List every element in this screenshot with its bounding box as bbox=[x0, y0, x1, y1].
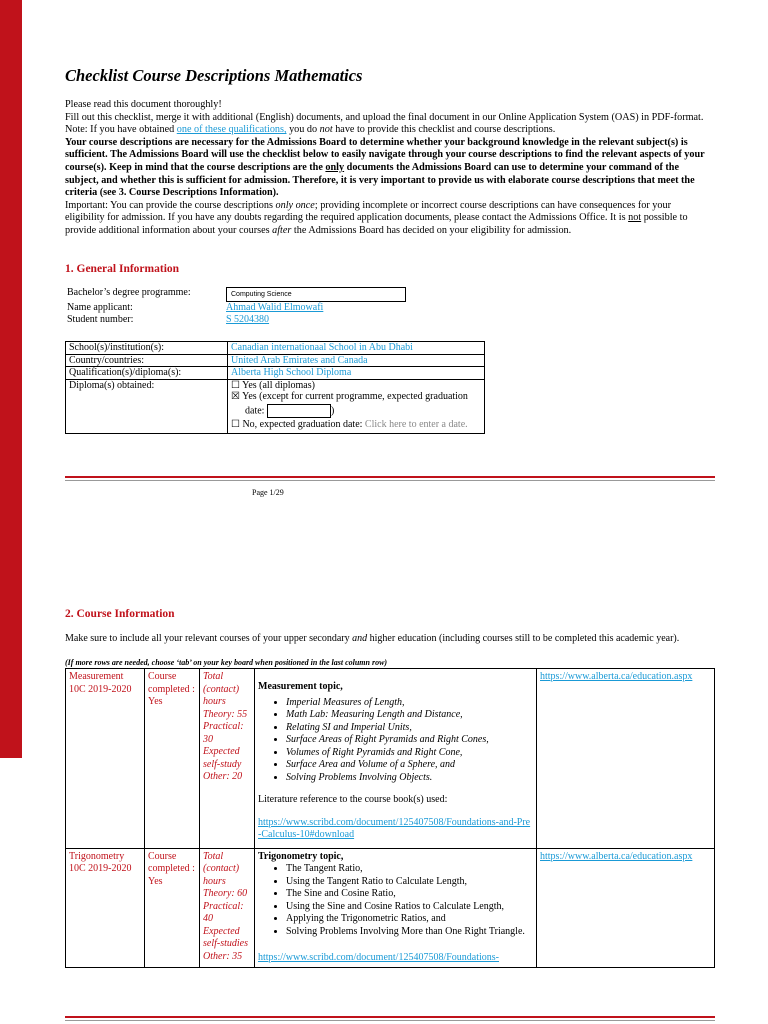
list-item: • Imperial Measures of Length, bbox=[286, 697, 533, 710]
note-text: you do bbox=[286, 124, 320, 136]
imp-once: only once bbox=[275, 199, 315, 211]
school-input[interactable]: Canadian internationaal School in Abu Dhabi bbox=[228, 342, 485, 355]
document-title: Checklist Course Descriptions Mathematics bbox=[65, 66, 363, 85]
table-row bbox=[66, 669, 715, 849]
programme-label: Bachelor’s degree programme: bbox=[67, 287, 191, 298]
school-label: School(s)/institution(s): bbox=[66, 342, 228, 355]
graduation-date-input[interactable] bbox=[267, 404, 331, 418]
student-number-input[interactable]: S 5204380 bbox=[226, 313, 270, 325]
programme-input[interactable]: Computing Science bbox=[226, 287, 406, 302]
course-reference-link[interactable]: https://www.alberta.ca/education.aspx bbox=[537, 848, 715, 967]
school-info-table bbox=[65, 341, 485, 434]
diploma-label: Diploma(s) obtained: bbox=[66, 379, 228, 434]
literature-link[interactable]: https://www.scribd.com/document/125407508/Foundations-and-Pre-Calculus-10#download bbox=[258, 816, 531, 840]
qualification-label: Qualification(s)/diploma(s): bbox=[66, 367, 228, 380]
diploma-option-no[interactable] bbox=[231, 419, 481, 431]
course-table bbox=[65, 668, 715, 968]
diploma-options bbox=[228, 379, 485, 434]
list-item: • Using the Tangent Ratio to Calculate Length, bbox=[286, 876, 533, 889]
list-item: • Relating SI and Imperial Units, bbox=[286, 722, 533, 735]
left-red-margin-bar bbox=[0, 0, 22, 758]
course-intro bbox=[65, 633, 715, 646]
section-course-information: 2. Course Information bbox=[65, 608, 175, 620]
topic-list bbox=[258, 697, 533, 785]
page-number: Page 1/29 bbox=[252, 488, 284, 497]
name-label: Name applicant: bbox=[67, 302, 133, 313]
topic-list bbox=[258, 863, 533, 938]
course-name[interactable]: Trigonometry 10C 2019-2020 bbox=[66, 848, 145, 967]
list-item: • Math Lab: Measuring Length and Distance, bbox=[286, 709, 533, 722]
diploma-option-all[interactable]: ☐ Yes (all diplomas) bbox=[231, 379, 315, 391]
qualification-input[interactable]: Alberta High School Diploma bbox=[228, 367, 485, 380]
date-placeholder[interactable]: Click here to enter a date. bbox=[364, 418, 468, 430]
page-divider-bottom-thin bbox=[65, 1020, 715, 1021]
diploma-option-except[interactable]: ☒ Yes (except for current programme, expected graduation bbox=[231, 391, 468, 402]
table-row bbox=[66, 848, 715, 967]
intro-text bbox=[65, 99, 710, 238]
bold-text: Your course descriptions are necessary for the Admissions Board to determine whether your background knowledge in the relevant subject(s) is sufficient. The Admissions Board will use the checklist below to easily navigate through your course descriptions to find the relevant aspects of your course(s). Keep in mind that the course descriptions are the bbox=[65, 136, 705, 173]
literature-link[interactable]: https://www.scribd.com/document/125407508/Foundations- bbox=[258, 952, 500, 963]
course-intro-text: higher education (including courses still to be completed this academic year). bbox=[367, 633, 680, 644]
course-intro-text: Make sure to include all your relevant courses of your upper secondary bbox=[65, 633, 353, 644]
page-divider-bottom bbox=[65, 1016, 715, 1018]
general-info-table bbox=[65, 287, 408, 325]
course-hours[interactable]: Total (contact) hours Theory: 55 Practical: 30 Expected self-study Other: 20 bbox=[200, 669, 255, 849]
option-no-text: ☐ No, expected graduation date: bbox=[231, 418, 365, 430]
note-not: not bbox=[319, 124, 333, 136]
literature-label: Literature reference to the course book(s) used: bbox=[258, 794, 448, 805]
imp-text: the Admissions Board has decided on your eligibility for admission. bbox=[291, 224, 572, 236]
list-item: • The Tangent Ratio, bbox=[286, 863, 533, 876]
course-hours[interactable]: Total (contact) hours Theory: 60 Practical: 40 Expected self-studies Other: 35 bbox=[200, 848, 255, 967]
bold-only: only bbox=[325, 161, 345, 173]
graduation-date-row: date: ) bbox=[245, 404, 335, 416]
course-intro-and: and bbox=[352, 633, 368, 644]
date-label: date: bbox=[245, 404, 265, 416]
list-item: • Using the Sine and Cosine Ratios to Calculate Length, bbox=[286, 901, 533, 914]
course-name[interactable]: Measurement 10C 2019-2020 bbox=[66, 669, 145, 849]
course-topics[interactable] bbox=[255, 669, 537, 849]
course-status[interactable]: Course completed : Yes bbox=[145, 669, 200, 849]
imp-text: Important: You can provide the course descriptions bbox=[65, 199, 276, 211]
name-input[interactable]: Ahmad Walid Elmowafi bbox=[226, 302, 324, 313]
imp-after: after bbox=[272, 224, 292, 236]
student-number-label: Student number: bbox=[67, 313, 134, 325]
intro-bold-paragraph bbox=[65, 137, 710, 200]
country-input[interactable]: United Arab Emirates and Canada bbox=[228, 354, 485, 367]
course-table-hint: (If more rows are needed, choose ‘tab’ on your key board when positioned in the last column row) bbox=[65, 658, 388, 667]
section-general-information: 1. General Information bbox=[65, 263, 180, 275]
list-item: • Volumes of Right Pyramids and Right Cone, bbox=[286, 747, 533, 760]
course-reference-link[interactable]: https://www.alberta.ca/education.aspx bbox=[537, 669, 715, 849]
list-item: • Surface Areas of Right Pyramids and Right Cones, bbox=[286, 734, 533, 747]
country-label: Country/countries: bbox=[66, 354, 228, 367]
intro-important bbox=[65, 200, 710, 238]
list-item: • Applying the Trigonometric Ratios, and bbox=[286, 913, 533, 926]
list-item: • Solving Problems Involving Objects. bbox=[286, 772, 533, 785]
note-text: Note: If you have obtained bbox=[65, 124, 177, 136]
list-item: • Solving Problems Involving More than One Right Triangle. bbox=[286, 926, 533, 939]
page-divider-thin bbox=[65, 480, 715, 481]
intro-line-2: Fill out this checklist, merge it with additional (English) documents, and upload the final document in our Online Application System (OAS) in PDF-format. bbox=[65, 111, 704, 123]
imp-not: not bbox=[628, 212, 642, 224]
intro-line-1: Please read this document thoroughly! bbox=[65, 99, 222, 110]
topic-title: Trigonometry topic, bbox=[258, 850, 344, 862]
list-item: • Surface Area and Volume of a Sphere, and bbox=[286, 759, 533, 772]
course-status[interactable]: Course completed : Yes bbox=[145, 848, 200, 967]
topic-title: Measurement topic, bbox=[258, 681, 343, 692]
bold-text: documents the Admissions Board can use to determine your command of the subject, and whether this is sufficient for admission. Therefore, it is very important to provide us with elaborate course descriptions that meet the criteria (see 3. Course Descriptions Information). bbox=[65, 161, 695, 199]
imp-text: possible to provide additional information about your courses bbox=[65, 212, 688, 236]
list-item: • The Sine and Cosine Ratio, bbox=[286, 888, 533, 901]
imp-text: ; providing incomplete or incorrect course descriptions can have consequences for your eligibility for admission. If you have any doubts regarding the required application documents, please contact the Admissions Office. It is bbox=[65, 199, 671, 224]
intro-note bbox=[65, 124, 710, 137]
course-topics[interactable] bbox=[255, 848, 537, 967]
qualifications-link[interactable]: one of these qualifications, bbox=[176, 124, 287, 136]
note-text: have to provide this checklist and course descriptions. bbox=[332, 124, 556, 136]
page-divider bbox=[65, 476, 715, 478]
